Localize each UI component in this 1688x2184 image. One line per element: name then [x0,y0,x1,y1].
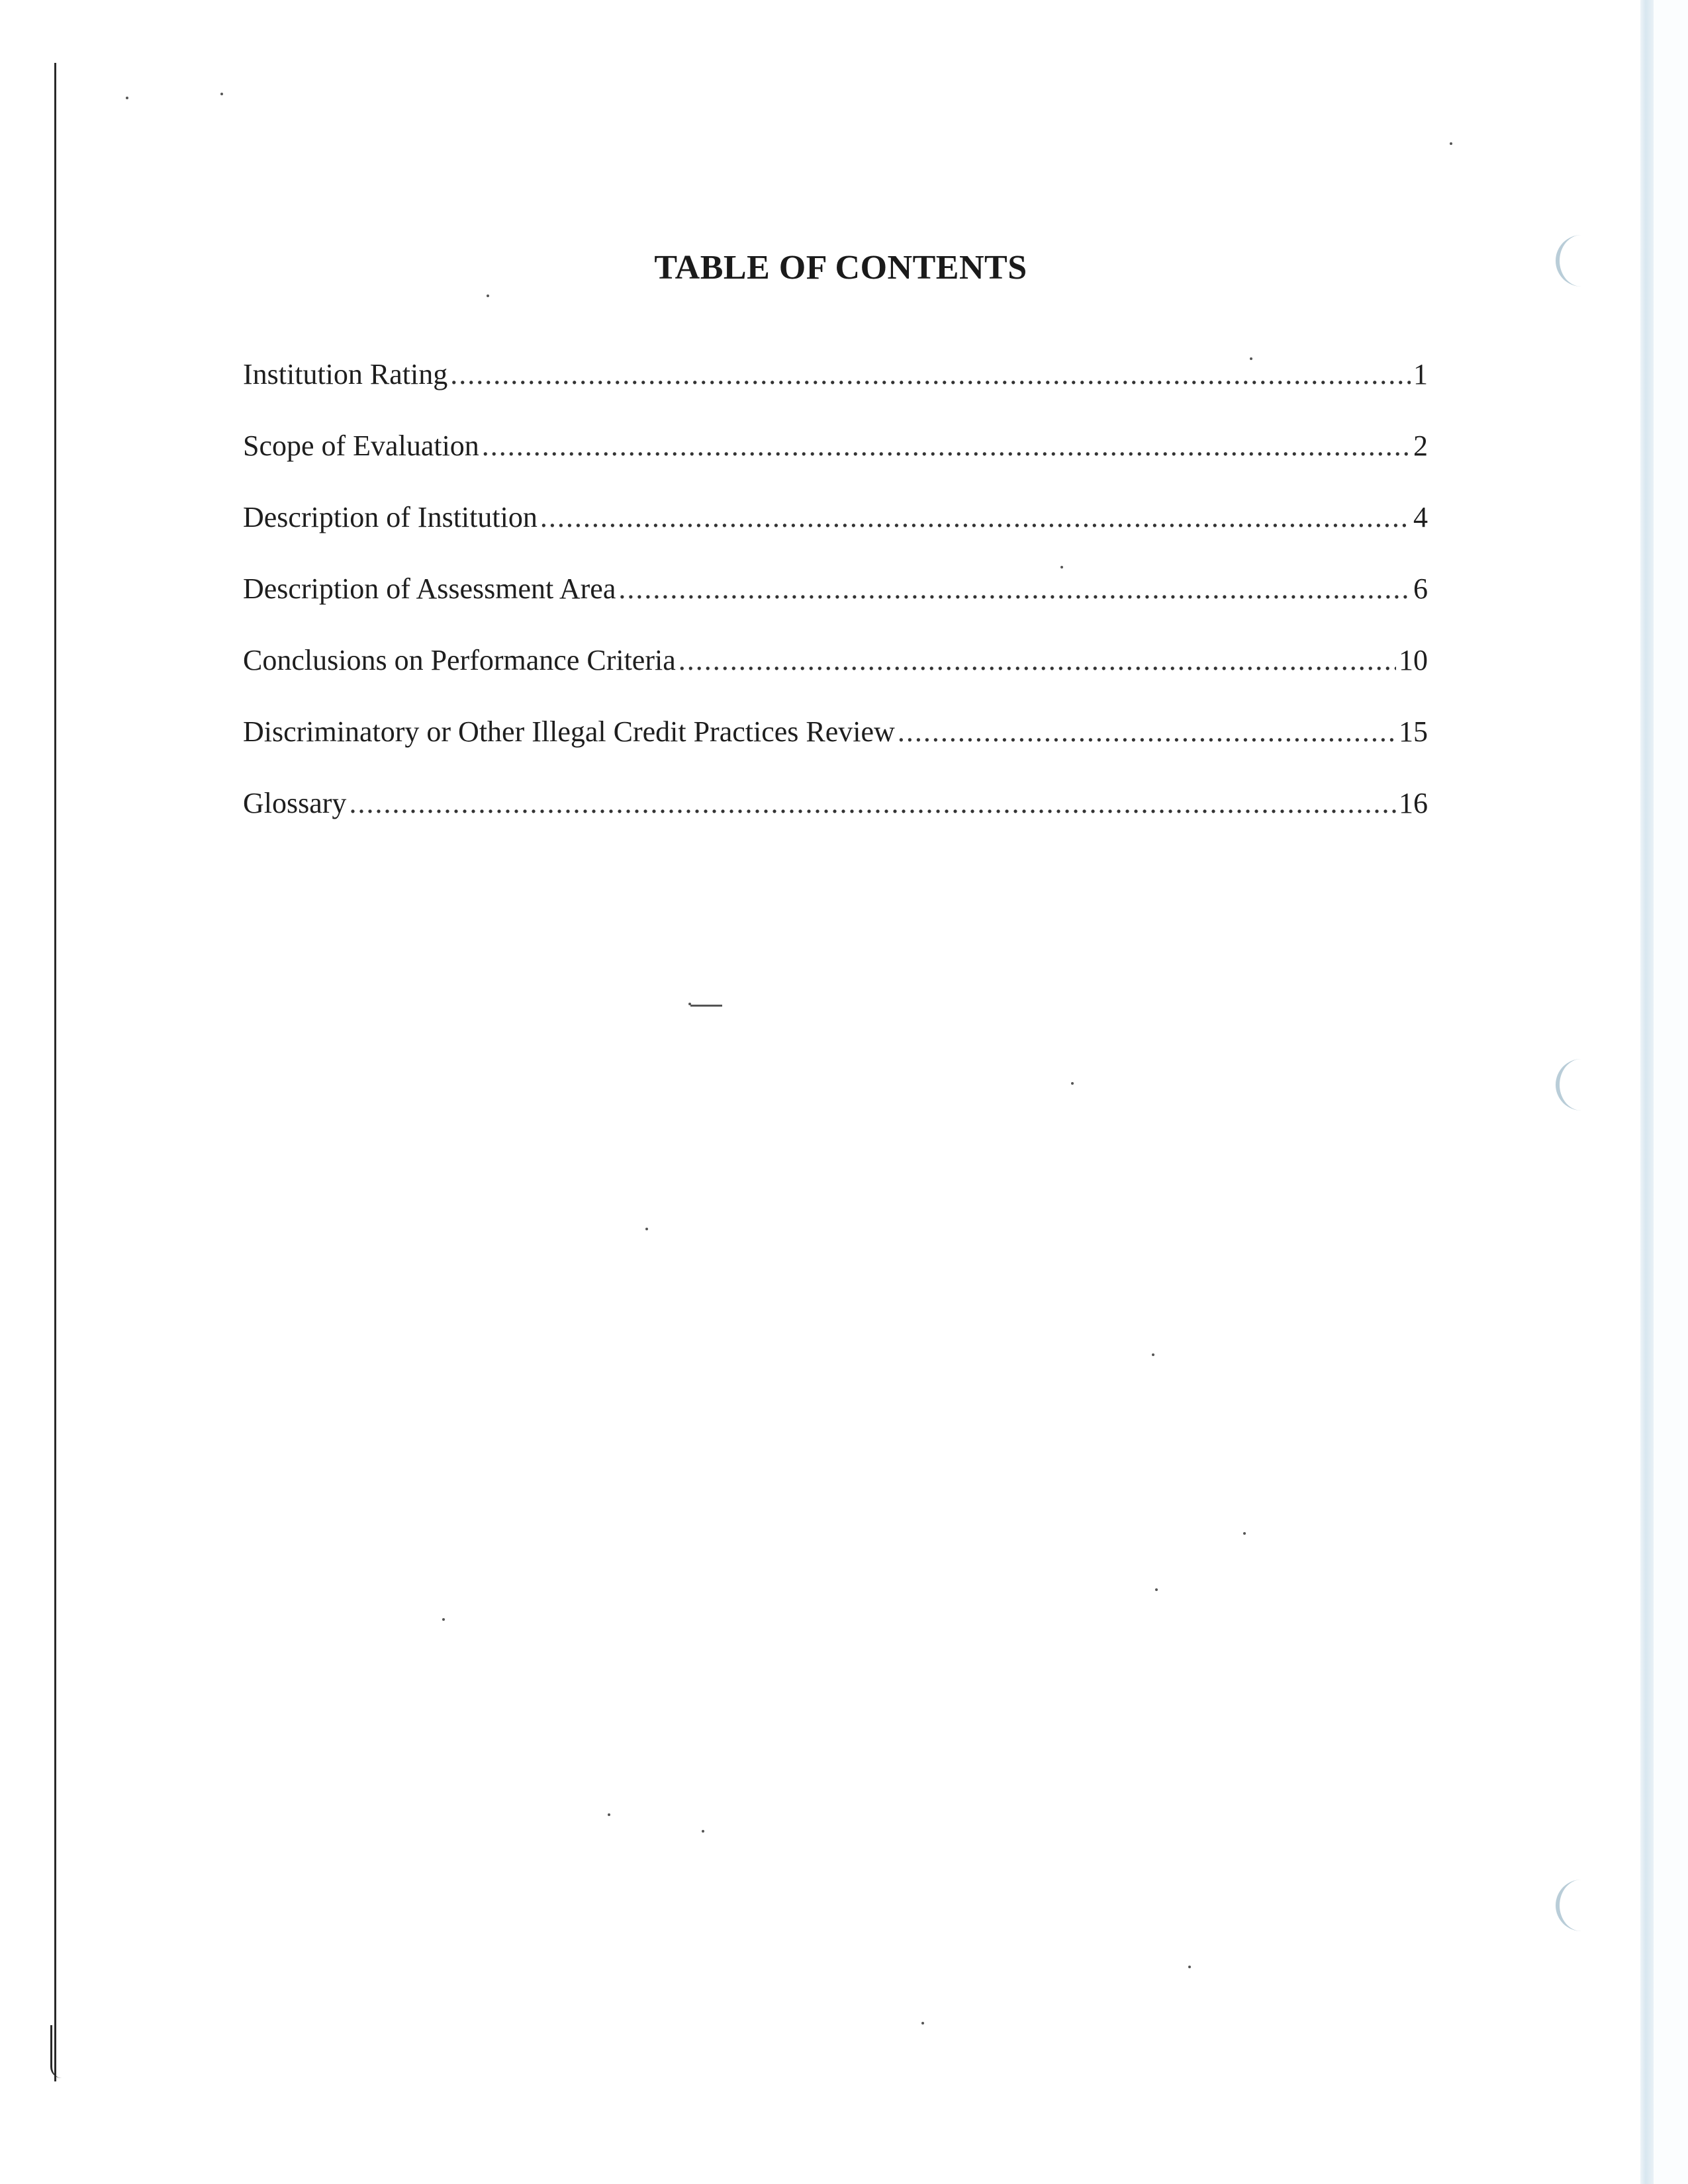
scan-speck [126,97,128,99]
scan-speck [645,1228,648,1230]
scan-speck [487,295,489,297]
toc-entry-page: 15 [1399,715,1428,748]
toc-title: TABLE OF CONTENTS [654,249,1027,287]
toc-entry-page: 16 [1399,787,1428,819]
toc-entry-label: Description of Institution [243,501,538,533]
toc-leader-dots [618,572,1411,606]
toc-entry-page: 2 [1413,430,1428,462]
toc-entry-discriminatory-practices-review[interactable] [243,715,1428,786]
toc-entry-conclusions-on-performance-criteria[interactable] [243,643,1428,715]
scan-speck [921,2022,924,2025]
toc-entry-label: Institution Rating [243,358,448,390]
toc-entry-page: 4 [1413,501,1428,533]
scan-left-edge-line [54,63,56,2081]
scan-speck [1188,1966,1191,1968]
toc-leader-dots [450,357,1411,391]
toc-entry-label: Description of Assessment Area [243,572,616,605]
toc-entry-description-of-assessment-area[interactable] [243,572,1428,643]
scan-speck [1155,1588,1158,1591]
toc-leader-dots [349,786,1396,820]
toc-entry-glossary[interactable] [243,786,1428,858]
scan-speck [690,1005,722,1007]
toc-leader-dots [898,715,1396,749]
toc-entry-page: 10 [1399,644,1428,676]
punch-hole-bottom [1556,1880,1589,1931]
toc-entry-label: Scope of Evaluation [243,430,479,462]
toc-entry-scope-of-evaluation[interactable] [243,429,1428,500]
scan-speck [442,1618,445,1621]
toc-entry-label: Conclusions on Performance Criteria [243,644,676,676]
toc-leader-dots [482,429,1411,463]
toc-entry-label: Discriminatory or Other Illegal Credit Practices Review [243,715,895,748]
scan-speck [220,93,223,95]
scan-right-margin-edge [1654,0,1688,2184]
scan-speck [1450,142,1452,145]
toc-entry-institution-rating[interactable] [243,357,1428,429]
toc-entry-page: 6 [1413,572,1428,605]
toc-entry-description-of-institution[interactable] [243,500,1428,572]
toc-leader-dots [540,500,1411,534]
scan-right-margin-strip [1640,0,1654,2184]
scan-speck [702,1830,704,1833]
scan-speck [1071,1082,1074,1085]
toc-leader-dots [679,643,1396,677]
scan-speck [1243,1532,1246,1535]
toc-entry-page: 1 [1413,358,1428,390]
scan-speck [1152,1353,1154,1356]
scan-left-edge-curl [50,2025,62,2078]
table-of-contents [243,357,1428,858]
punch-hole-middle [1556,1059,1589,1111]
toc-entry-label: Glossary [243,787,347,819]
scan-speck [608,1813,610,1816]
